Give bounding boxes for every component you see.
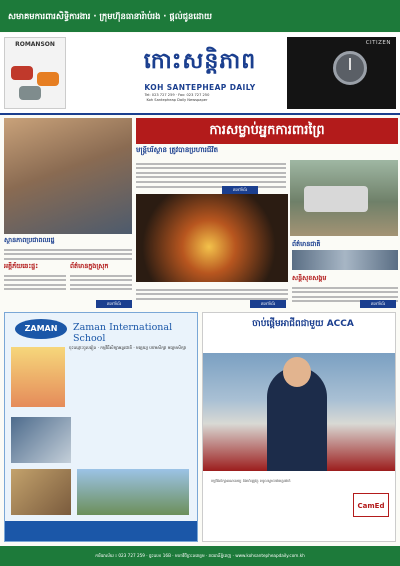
continue-link[interactable]: តទៅទំព័រ [250,300,286,308]
masthead-info-line: Tel: 023 727 259 · Fax: 023 727 250 [144,93,210,97]
zaman-school-ad[interactable] [4,312,198,542]
students-photo [11,347,65,407]
top-banner-ad[interactable]: សមាគមការពារសិទ្ធិការងារ · ក្រុមហ៊ុនធានារ៉ាប់រង · ផ្ដល់ជូនដោយ [0,0,400,32]
bag-image [11,66,33,80]
acca-body-text: កម្មវិធីសិក្សាគណនេយ្យ និងហិរញ្ញវត្ថុ ទទួលស្គាល់ជាអន្តរជាតិ [211,479,291,483]
lead-headline[interactable]: ការសម្លាប់អ្នកការពារព្រៃ [136,118,398,144]
businessman-head [283,357,311,387]
continue-link[interactable]: តទៅទំព័រ [222,186,258,194]
footer-contact: ការិយាល័យ ៖ 023 727 259 · ផ្ទះលេខ 16B · មហាវិថីព្រះនរោត្ដម · រាជធានីភ្នំពេញ · www.kohsantepheapdaily.com.kh [0,546,400,566]
fire-photo[interactable] [136,194,288,282]
vehicle-photo[interactable] [290,160,398,236]
story-kicker[interactable]: អគ្គិភ័យឆេះផ្ទះ [4,262,39,270]
romanson-ad[interactable] [4,37,66,109]
masthead [0,33,400,115]
pickup-truck [304,186,368,212]
romanson-brand: ROMANSON [15,41,55,48]
newspaper-name: KOH SANTEPHEAP DAILY [144,83,256,92]
crowd-photo[interactable] [4,118,132,234]
bag-image [37,72,59,86]
citizen-brand: CITIZEN [365,40,391,46]
zaman-logo: ZAMAN [15,319,67,339]
story-kicker[interactable]: ស្ថានភាពប្រជាពលរដ្ឋ [4,236,55,244]
continue-link[interactable]: តទៅទំព័រ [360,300,396,308]
story-text [70,272,132,296]
masthead-info-line: Koh Santepheap Daily Newspaper [146,98,208,102]
lead-story-text [136,160,286,190]
citizen-watch-ad[interactable] [287,37,396,109]
acca-ad[interactable] [202,312,396,542]
story-text [4,246,132,260]
story-text [4,272,66,296]
bag-image [19,86,41,100]
acca-headline: ចាប់ផ្ដើមអាជីពជាមួយ ACCA [252,319,354,329]
story-kicker[interactable]: ព័ត៌មានក្នុងស្រុក [70,262,109,270]
story-kicker[interactable]: សន្តិសុខសង្គម [292,274,327,282]
newspaper-logo[interactable]: កោះសន្តិភាព [143,48,257,74]
school-ad-footer [5,521,197,541]
continue-link[interactable]: តទៅទំព័រ [96,300,132,308]
camed-logo: CamEd [353,493,389,517]
classroom-photo [11,417,71,463]
watch-image [333,51,367,85]
lead-subhead: មន្ត្រីបរិស្ថាន ត្រូវបានប្រហារជីវិត [136,146,219,154]
children-photo [11,469,71,515]
zaman-title: Zaman International School [73,322,173,344]
campus-photo [77,469,189,515]
people-photo[interactable] [292,250,398,270]
runner-photo [203,353,395,471]
masthead-info [70,93,284,111]
story-kicker[interactable]: ព័ត៌មានជាតិ [292,240,321,248]
school-ad-text: ចុះឈ្មោះចូលរៀន · កម្មវិធីសិក្សាអន្តរជាតិ · មត្តេយ្យ បឋមសិក្សា មធ្យមសិក្សា [69,345,187,350]
